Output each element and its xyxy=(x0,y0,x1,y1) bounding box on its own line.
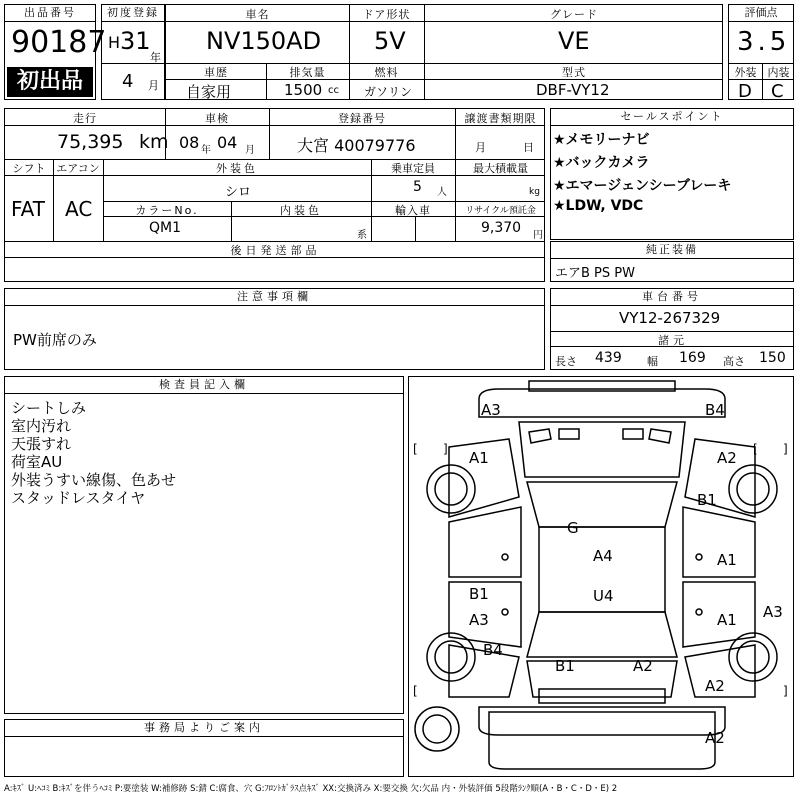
exterior-color: シロ xyxy=(225,185,252,200)
mark-a3-l: A3 xyxy=(469,611,489,629)
length-value: 439 xyxy=(595,350,622,366)
equipment-value: エアB PS PW xyxy=(555,266,635,281)
sales-points-box: セールスポイント ★メモリーナビ ★バックカメラ ★エマージェンシーブレーキ ★LDW, VDC xyxy=(550,108,794,240)
car-outline-icon xyxy=(409,377,793,776)
inspector-line-2: 室内汚れ xyxy=(11,417,72,435)
mark-b4-l: B4 xyxy=(483,641,503,659)
notes-box: 注意事項欄 PW前席のみ xyxy=(4,288,545,370)
inspector-line-6: スタッドレスタイヤ xyxy=(11,489,146,507)
main-info-box: 車名 ドア形状 グレード NV150AD 5V VE 車歴 排気量 燃料 型式 自家用 1500 cc ガソリン DBF-VY12 xyxy=(165,4,723,100)
aircon: AC xyxy=(65,197,93,221)
sales-point-1: ★メモリーナビ xyxy=(553,132,650,148)
svg-text:[: [ xyxy=(753,442,758,456)
office-box: 事務局よりご案内 xyxy=(4,719,404,777)
history: 自家用 xyxy=(186,83,232,101)
sales-point-2: ★バックカメラ xyxy=(553,155,650,171)
model-code: DBF-VY12 xyxy=(536,81,610,99)
svg-text:]: ] xyxy=(783,442,788,456)
inspector-line-5: 外装うすい線傷、色あせ xyxy=(11,471,177,489)
inspector-box: 検査員記入欄 シートしみ 室内汚れ 天張すれ 荷室AU 外装うすい線傷、色あせ スタッドレスタイヤ xyxy=(4,376,404,714)
exterior-grade: D xyxy=(738,81,752,102)
svg-text:[: [ xyxy=(413,684,418,698)
inspector-line-4: 荷室AU xyxy=(11,453,63,471)
color-number: QM1 xyxy=(149,220,182,236)
displacement: 1500 xyxy=(284,81,323,99)
mark-a2-rr: A2 xyxy=(705,677,725,695)
door-type: 5V xyxy=(374,27,406,55)
vehicle-detail-box: 走行 車検 登録番号 譲渡書類期限 75,395 km 08 年 04 月 大宮 40079776 月 日 シフト エアコン 外装色 乗車定員 最大積載量 FAT AC シロ 5 人 kg カラーNo. 内装色 輸入車 リサイクル預託金 QM1 系 9,370 円 後日発送部品 xyxy=(4,108,545,282)
mark-b1-fr: B1 xyxy=(697,491,717,509)
svg-text:[: [ xyxy=(413,442,418,456)
mark-b1-l: B1 xyxy=(469,585,489,603)
mark-a1-fl: A1 xyxy=(469,449,489,467)
score-box: 評価点 3.5 外装 内装 D C xyxy=(728,4,794,100)
mark-a1-rd: A1 xyxy=(717,551,737,569)
mark-g: G xyxy=(567,519,579,537)
mark-u4: U4 xyxy=(593,587,614,605)
interior-grade: C xyxy=(771,81,784,102)
shift: FAT xyxy=(11,197,46,221)
chassis-number: VY12-267329 xyxy=(619,309,721,327)
sales-point-3: ★エマージェンシーブレーキ xyxy=(553,178,732,194)
first-listing-badge: 初出品 xyxy=(7,67,93,97)
mark-a3-r: A3 xyxy=(763,603,783,621)
mileage: 75,395 xyxy=(57,131,124,153)
capacity: 5 xyxy=(413,179,422,195)
reg-label: 初度登録 xyxy=(102,5,164,22)
equipment-box: 純正装備 エアB PS PW xyxy=(550,241,794,282)
lot-number: 90187 xyxy=(11,25,107,60)
chassis-box: 車台番号 VY12-267329 諸元 長さ 439 幅 169 高さ 150 xyxy=(550,288,794,370)
damage-legend: A:ｷｽﾞ U:ﾍｺﾐ B:ｷｽﾞを伴うﾍｺﾐ P:要塗装 W:補修跡 S:錆 C:腐食、穴 G:ﾌﾛﾝﾄｶﾞﾗｽ点ｷｽﾞ XX:交換済み X:要交換 欠:欠品 内・外装評価 5段階ﾗﾝｸ順(A・B・C・D・E) 2 xyxy=(4,784,618,794)
mark-a2-rear: A2 xyxy=(633,657,653,675)
recycle-fee: 9,370 xyxy=(481,220,522,236)
score: 3.5 xyxy=(737,27,791,57)
sales-point-4: ★LDW, VDC xyxy=(553,198,644,214)
mark-a3-tl: A3 xyxy=(481,401,501,419)
mark-a2-bottom: A2 xyxy=(705,729,725,747)
svg-text:]: ] xyxy=(783,684,788,698)
mark-a1-rd2: A1 xyxy=(717,611,737,629)
height-value: 150 xyxy=(759,350,786,366)
car-diagram xyxy=(408,376,794,777)
grade: VE xyxy=(558,27,590,55)
mark-b1-rear: B1 xyxy=(555,657,575,675)
inspector-line-1: シートしみ xyxy=(11,399,87,417)
car-name: NV150AD xyxy=(206,27,322,55)
lot-label: 出品番号 xyxy=(5,5,95,22)
inspector-line-3: 天張すれ xyxy=(11,435,72,453)
first-registration-box: 初度登録 H 31 年 4 月 xyxy=(101,4,165,100)
mark-b4-tr: B4 xyxy=(705,401,725,419)
mark-a2-fr: A2 xyxy=(717,449,737,467)
lot-box xyxy=(4,4,107,100)
svg-text:]: ] xyxy=(443,442,448,456)
mark-a4: A4 xyxy=(593,547,613,565)
width-value: 169 xyxy=(679,350,706,366)
plate-number: 大宮 40079776 xyxy=(297,136,416,155)
fuel: ガソリン xyxy=(364,85,413,99)
notes-value: PW前席のみ xyxy=(13,331,97,349)
